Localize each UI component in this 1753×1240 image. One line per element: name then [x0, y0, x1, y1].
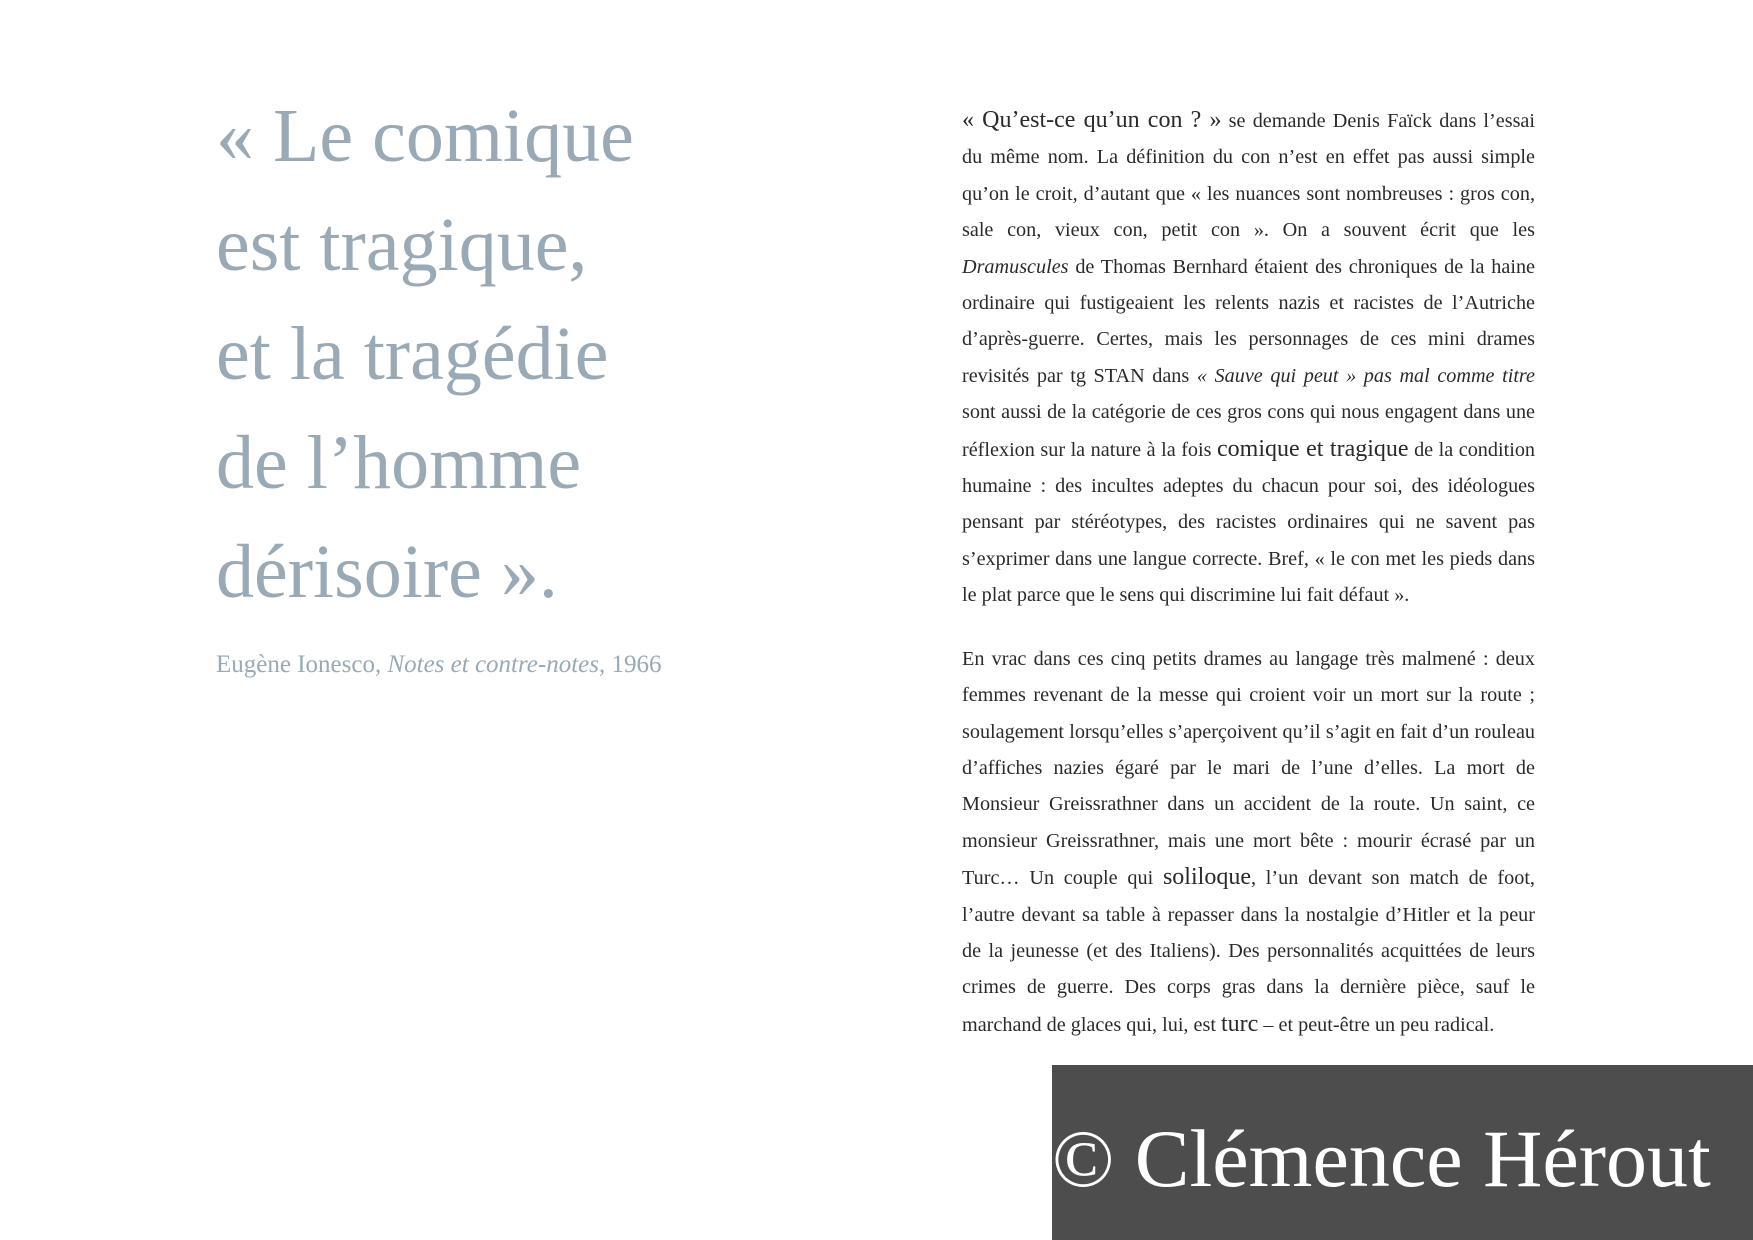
copyright-watermark	[1052, 1065, 1753, 1240]
paragraph-2	[962, 641, 1535, 1043]
italic-title-dramuscules: Dramuscules	[962, 255, 1069, 278]
opening-question: « Qu’est-ce qu’un con ? »	[962, 107, 1222, 133]
quote-work-title: Notes et contre-notes	[387, 651, 599, 678]
emphasis-turc: turc	[1221, 1010, 1259, 1037]
pull-quote-line: et la tragédie	[216, 312, 609, 396]
pull-quote-line: « Le comique	[216, 94, 634, 178]
text-run: , l’un devant son match de foot, l’autre devant sa table à repasser dans la nostalgie d’Hitler et la peur de la jeunesse (et des Italiens). Des personnalités acquittées de leurs crimes de guerre. Des corps gras dans la dernière pièce, sauf le marchand de glaces qui, lui, est	[962, 867, 1535, 1036]
text-run: de Thomas Bernhard étaient des chroniques de la haine ordinaire qui fustigeaient les relents nazis et racistes de l’Autriche d’après-guerre. Certes, mais les personnages de ces mini drames revisités par tg STAN dans	[962, 255, 1535, 387]
pull-quote	[216, 82, 776, 679]
pull-quote-line: de l’homme	[216, 421, 582, 505]
text-run: – et peut-être un peu radical.	[1258, 1013, 1495, 1036]
pull-quote-line: est tragique,	[216, 203, 588, 287]
text-run: En vrac dans ces cinq petits drames au langage très malmené : deux femmes revenant de la messe qui croient voir un mort sur la route ; soulagement lorsqu’elles s’aperçoivent qu’il s’agit en fait d’un rouleau d’affiches nazies égaré par le mari de l’une d’elles. La mort de Monsieur Greissrathner dans un accident de la route. Un saint, ce monsieur Greissrathner, mais une mort bête : mourir écrasé par un Turc… Un couple qui	[962, 647, 1535, 890]
quote-author: Eugène Ionesco,	[216, 651, 388, 678]
pull-quote-text	[216, 82, 776, 627]
quote-year: , 1966	[599, 651, 662, 678]
copyright-text: © Clémence Hérout	[1052, 1112, 1711, 1204]
quote-attribution	[216, 651, 776, 679]
text-run: sont aussi de la catégorie de ces gros cons qui nous engagent dans une réflexion sur la nature à la fois	[962, 401, 1535, 461]
paragraph-1	[962, 102, 1535, 614]
text-run: de la condition humaine : des incultes adeptes du chacun pour soi, des idéologues pensant par stéréotypes, des racistes ordinaires qui ne savent pas s’exprimer dans une langue correcte. Bref, « le con met les pieds dans le plat parce que le sens qui discrimine lui fait défaut ».	[962, 438, 1536, 607]
italic-title-sauve-qui-peut: « Sauve qui peut » pas mal comme titre	[1196, 364, 1535, 387]
emphasis-comique-tragique: comique et tragique	[1217, 435, 1409, 462]
text-run: se demande Denis Faïck dans l’essai du même nom. La définition du con n’est en effet pas aussi simple qu’on le croit, d’autant que « les nuances sont nombreuses : gros con, sale con, vieux con, petit con ». On a souvent écrit que les	[962, 110, 1535, 242]
pull-quote-line: dérisoire ».	[216, 530, 558, 614]
article-body	[962, 102, 1535, 1043]
emphasis-soliloque: soliloque	[1162, 864, 1251, 891]
